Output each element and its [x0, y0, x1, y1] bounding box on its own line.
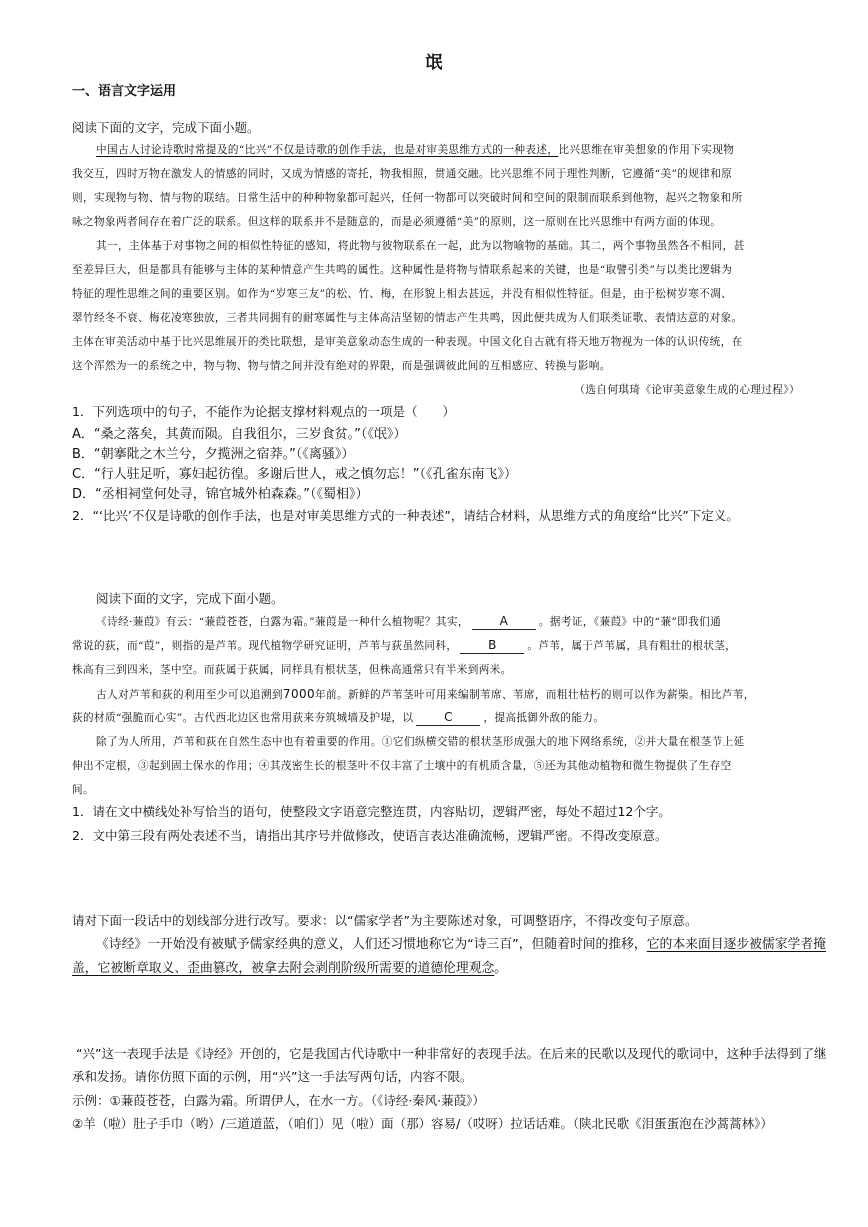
part1-paragraph-line: 这个浑然为一的系统之中，物与物、物与情之间并没有绝对的界限，而是强调彼此间的互相感应、转换与影响。 [72, 360, 611, 372]
part1-paragraph-line: 我交互，四时万物在激发人的情感的同时，又成为情感的寄托，物我相照，贯通交融。比兴思维不同于理性判断，它遵循“美”的规律和原 [72, 168, 733, 180]
part1-paragraph-line: 特征的理性思维之间的重要区别。如作为“岁寒三友”的松、竹、梅，在形貌上相去甚远，并没有相似性特征。但是，由于松树岁寒不凋、 [72, 288, 733, 300]
underlined-text: 盖，它被断章取义、歪曲篡改，被拿去附会剥削阶级所需要的道德伦理观念 [72, 961, 495, 976]
part3-intro: 请对下面一段话中的划线部分进行改写。要求：以“儒家学者”为主要陈述对象，可调整语序，不得改变句子原意。 [72, 913, 698, 928]
part4-paragraph-line: “兴”这一表现手法是《诗经》开创的，它是我国古代诗歌中一种非常好的表现手法。在后来的民歌以及现代的歌词中，这种手法得到了继 [76, 1046, 827, 1061]
part2-paragraph-line: 除了为人所用，芦苇和荻在自然生态中也有着重要的作用。①它们纵横交错的根状茎形成强大的地下网络系统，②并大量在根茎节上延 [96, 736, 745, 748]
part2-paragraph-line: 株高有三到四米，茎中空。而荻属于荻属，同样具有根状茎，但株高通常只有半米到两米。 [72, 664, 512, 676]
part2-question-1: 1．请在文中横线处补写恰当的语句，使整段文字语意完整连贯，内容贴切，逻辑严密，每处不超过12个字。 [72, 804, 671, 819]
part2-question-2: 2．文中第三段有两处表述不当，请指出其序号并做修改，使语言表达准确流畅，逻辑严密。不得改变原意。 [72, 828, 668, 843]
question-1: 1．下列选项中的句子，不能作为论据支撑材料观点的一项是（ ） [72, 404, 455, 419]
part1-paragraph-line: 其一，主体基于对事物之间的相似性特征的感知，将此物与彼物联系在一起，此为以物喻物的基础。其二，两个事物虽然各不相同，甚 [96, 240, 745, 252]
underlined-text: 中国古人讨论诗歌时常提及的“比兴”不仅是诗歌的创作手法，也是对审美思维方式的一种表述， [96, 144, 559, 156]
part2-intro: 阅读下面的文字，完成下面小题。 [96, 591, 284, 606]
example-line: 示例：①蒹葭苍苍，白露为霜。所谓伊人，在水一方。（《诗经·秦风·蒹葭》） [72, 1093, 485, 1108]
part2-paragraph-line: 荻的材质“强脆而心实”。古代西北边区也常用荻来夯筑城墙及护堤，以 C ，提高抵御外敌的能力。 [72, 710, 605, 724]
part1-paragraph-line: 咏之物象两者间存在着广泛的联系。但这样的联系并不是随意的，而是必须遵循“美”的原则，这一原则在比兴思维中有两方面的体现。 [72, 216, 722, 228]
option-a: A．“桑之落矣，其黄而陨。自我徂尔，三岁食贫。”（《氓》） [72, 427, 407, 442]
blank-c[interactable]: C [416, 710, 480, 726]
source-citation: （选自何琪琦《论审美意象生成的心理过程》） [574, 384, 800, 396]
section-heading: 一、语言文字运用 [72, 84, 177, 99]
part1-paragraph-line: 则，实现物与物、情与物的联结。日常生活中的种种物象都可起兴，任何一物都可以突破时间和空间的限制而联系到他物，起兴之物象和所 [72, 192, 743, 204]
part1-paragraph-line: 至差异巨大，但是都具有能够与主体的某种情意产生共鸣的属性。这种属性是将物与情联系起来的关键，也是“取譬引类”与以类比逻辑为 [72, 264, 733, 276]
part4-paragraph-line: 承和发扬。请你仿照下面的示例，用“兴”这一手法写两句话，内容不限。 [72, 1069, 473, 1084]
part2-paragraph-line: 间。 [72, 784, 94, 796]
part2-paragraph-line: 常说的荻，而“葭”，则指的是芦苇。现代植物学研究证明，芦苇与荻虽然同科， B 。芦苇，属于芦苇属，具有粗壮的根状茎， [72, 638, 737, 652]
part3-paragraph-line: 《诗经》一开始没有被赋予儒家经典的意义，人们还习惯地称它为“诗三百”，但随着时间的推移，它的本来面目逐步被儒家学者掩 [96, 937, 826, 952]
option-b: B．“朝搴阰之木兰兮，夕揽洲之宿莽。”（《离骚》） [72, 447, 355, 462]
part1-paragraph-line: 主体在审美活动中基于比兴思维展开的类比联想，是审美意象动态生成的一种表现。中国文化自古就有将天地万物视为一体的认识传统，在 [72, 336, 743, 348]
part2-paragraph-line: 古人对芦苇和荻的利用至少可以追溯到7000年前。新鲜的芦苇茎叶可用来编制苇席、苇席，而粗壮枯朽的则可以作为薪柴。相比芦苇， [96, 687, 755, 701]
blank-b[interactable]: B [460, 638, 524, 654]
part1-intro: 阅读下面的文字，完成下面小题。 [72, 120, 260, 135]
underlined-text: 它的本来面目逐步被儒家学者掩 [646, 937, 826, 952]
question-2: 2．“‘比兴’不仅是诗歌的创作手法，也是对审美思维方式的一种表述”，请结合材料，从思维方式的角度给“比兴”下定义。 [72, 508, 739, 523]
part3-paragraph-line: 盖，它被断章取义、歪曲篡改，被拿去附会剥削阶级所需要的道德伦理观念。 [72, 961, 508, 976]
part1-paragraph-line: 中国古人讨论诗歌时常提及的“比兴”不仅是诗歌的创作手法，也是对审美思维方式的一种表述，比兴思维在审美想象的作用下实现物 [96, 144, 735, 156]
option-c: C．“行人驻足听，寡妇起彷徨。多谢后世人，戒之慎勿忘！”（《孔雀东南飞》） [72, 467, 518, 482]
part2-paragraph-line: 《诗经·蒹葭》有云：“蒹葭苍苍，白露为霜。”蒹葭是一种什么植物呢？其实， A 。据考证，《蒹葭》中的“蒹”即我们通 [96, 614, 722, 628]
example-line: ②羊（啦）肚子手巾（哟）/三道道蓝，（咱们）见（啦）面（那）容易/（哎呀）拉话话难。（陕北民歌《泪蛋蛋泡在沙蒿蒿林》） [72, 1116, 773, 1131]
page-title: 氓 [425, 53, 443, 73]
part1-paragraph-line: 翠竹经冬不衰、梅花凌寒独放，三者共同拥有的耐寒属性与主体高洁坚韧的情志产生共鸣，因此便共成为人们联类证歌、表情达意的对象。 [72, 312, 743, 324]
blank-a[interactable]: A [472, 614, 536, 630]
part2-paragraph-line: 伸出不定根，③起到固土保水的作用；④其茂密生长的根茎叶不仅丰富了土壤中的有机质含量，⑤还为其他动植物和微生物提供了生存空 [72, 760, 732, 772]
option-d: D．“丞相祠堂何处寻，锦官城外柏森森。”（《蜀相》） [72, 487, 369, 502]
